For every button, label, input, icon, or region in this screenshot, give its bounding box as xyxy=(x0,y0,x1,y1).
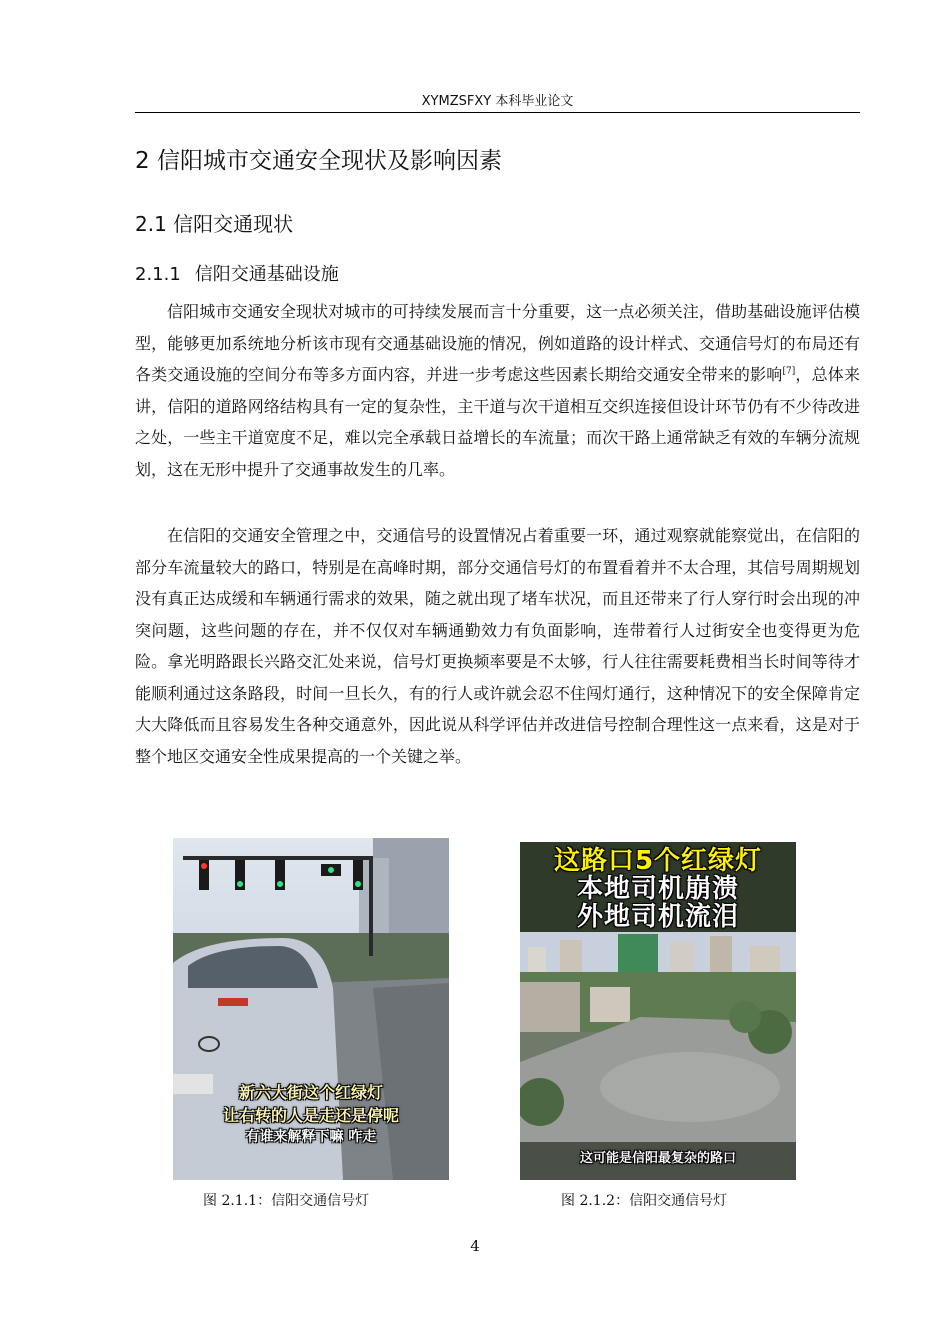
paragraph-2: 在信阳的交通安全管理之中，交通信号的设置情况占着重要一环，通过观察就能察觉出，在信阳的部分车流量较大的路口，特别是在高峰时期，部分交通信号灯的布置看着并不太合理，其信号周期规划没有真正达成缓和车辆通行需求的效果，随之就出现了堵车状况，而且还带来了行人穿行时会出现的冲突问题，这些问题的存在，并不仅仅对车辆通勤效力有负面影响，连带着行人过街安全也变得更为危险。拿光明路跟长兴路交汇处来说，信号灯更换频率要是不太够，行人往往需要耗费相当长时间等待才能顺利通过这条路段，时间一旦长久，有的行人或许就会忍不住闯灯通行，这种情况下的安全保障肯定大大降低而且容易发生各种交通意外，因此说从科学评估并改进信号控制合理性这一点来看，这是对于整个地区交通安全性成果提高的一个关键之举。 xyxy=(135,526,860,766)
paragraph-1-text-a: 信阳城市交通安全现状对城市的可持续发展而言十分重要，这一点必须关注，借助基础设施评估模型，能够更加系统地分析该市现有交通基础设施的情况，例如道路的设计样式、交通信号灯的布局还有各类交通设施的空间分布等多方面内容，并进一步考虑这些因素长期给交通安全带来的影响 xyxy=(135,302,860,384)
figure-aerial-intersection xyxy=(520,842,796,1180)
section-title: 2 信阳城市交通安全现状及影响因素 xyxy=(135,148,502,174)
figure-2-headline-line-1: 这路口5个红绿灯 xyxy=(553,846,763,876)
figure-1-caption-line-3: 有谁来解释下嘛 咋走 xyxy=(245,1129,377,1145)
subsubsection-number: 2.1.1 xyxy=(135,264,181,285)
page-header: XYMZSFXY 本科毕业论文 xyxy=(135,90,860,113)
figure-2-caption: 图 2.1.2：信阳交通信号灯 xyxy=(561,1193,728,1209)
figure-1-caption: 图 2.1.1：信阳交通信号灯 xyxy=(203,1193,370,1209)
figure-1-caption-line-1: 新六大街这个红绿灯 xyxy=(238,1083,383,1102)
figure-2-bottom-text: 这可能是信阳最复杂的路口 xyxy=(579,1151,736,1166)
figure-traffic-light-street xyxy=(173,838,449,1180)
figure-2-headline-line-2: 本地司机崩溃 xyxy=(576,874,739,904)
subsubsection-text: 信阳交通基础设施 xyxy=(194,264,339,285)
subsection-title: 2.1 信阳交通现状 xyxy=(135,212,294,236)
subsubsection-title xyxy=(135,260,339,286)
figure-2-headline-line-3: 外地司机流泪 xyxy=(576,902,739,932)
paragraph-1-text-b: ，总体来讲，信阳的道路网络结构具有一定的复杂性，主干道与次干道相互交织连接但设计环节仍有不少待改进之处，一些主干道宽度不足，难以完全承载日益增长的车流量；而次干路上通常缺乏有效的车辆分流规划，这在无形中提升了交通事故发生的几率。 xyxy=(135,365,860,479)
paragraph-1 xyxy=(135,296,860,485)
page-number: 4 xyxy=(470,1237,480,1255)
figure-1-caption-line-2: 让右转的人是走还是停呢 xyxy=(222,1106,399,1125)
citation-ref: [7] xyxy=(782,366,796,377)
